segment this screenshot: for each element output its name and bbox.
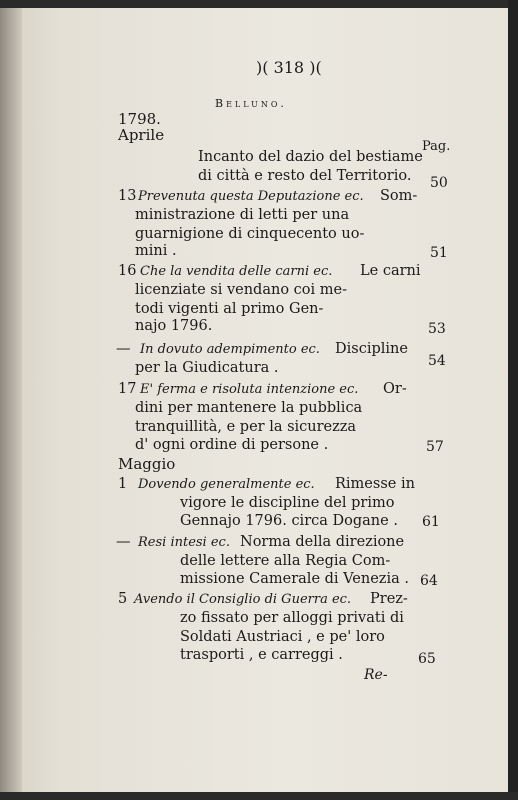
entry-2-line-0: Le carni <box>360 263 421 279</box>
entry-6-line-1: delle lettere alla Regia Com- <box>180 553 391 569</box>
entry-2-line-2: todi vigenti al primo Gen- <box>135 301 324 317</box>
entry-4-line-2: tranquillità, e per la sicurezza <box>135 419 357 435</box>
entry-7-day: 5 <box>118 591 128 607</box>
entry-4-day: 17 <box>118 381 137 397</box>
month-maggio: Maggio <box>118 455 176 473</box>
entry-5-incipit: Dovendo generalmente ec. <box>138 477 315 492</box>
page-number: )( 318 )( <box>256 58 322 77</box>
scan-edge-bottom <box>0 792 518 800</box>
entry-3-page: 54 <box>428 353 446 369</box>
entry-3-incipit: In dovuto adempimento ec. <box>140 342 320 357</box>
entry-4-line-3: d' ogni ordine di persone . <box>135 437 329 453</box>
entry-4-page: 57 <box>426 439 444 455</box>
scan-edge-right <box>508 0 518 800</box>
entry-6-line-2: missione Camerale di Venezia . <box>180 571 409 587</box>
section-heading: Belluno. <box>215 97 287 110</box>
entry-7-line-2: Soldati Austriaci , e pe' loro <box>180 629 385 645</box>
entry-1-line-2: guarnigione di cinquecento uo- <box>135 226 365 242</box>
entry-6-page: 64 <box>420 573 438 589</box>
entry-1-day: 13 <box>118 188 137 204</box>
year-label: 1798. <box>118 110 161 128</box>
entry-2-day: 16 <box>118 263 137 279</box>
entry-5-line-1: vigore le discipline del primo <box>180 495 395 511</box>
entry-7-line-0: Prez- <box>370 591 408 607</box>
entry-7-line-1: zo fissato per alloggi privati di <box>180 610 404 626</box>
entry-6-incipit: Resi intesi ec. <box>138 535 230 550</box>
entry-1-line-0: Som- <box>380 188 418 204</box>
entry-6-day: — <box>116 534 131 550</box>
entry-7-incipit: Avendo il Consiglio di Guerra ec. <box>134 592 352 607</box>
entry-2-line-3: najo 1796. <box>135 318 213 334</box>
entry-5-page: 61 <box>422 514 440 530</box>
entry-3-day: — <box>116 341 131 357</box>
entry-2-line-1: licenziate si vendano coi me- <box>135 282 347 298</box>
entry-7-page: 65 <box>418 651 436 667</box>
entry-0-page: 50 <box>430 175 448 191</box>
entry-1-line-1: ministrazione di letti per una <box>135 207 350 223</box>
pag-column-label: Pag. <box>422 139 451 154</box>
entry-5-day: 1 <box>118 476 128 492</box>
entry-4-line-1: dini per mantenere la pubblica <box>135 400 363 416</box>
entry-5-line-2: Gennajo 1796. circa Dogane . <box>180 513 398 529</box>
page-gutter-shadow <box>0 0 22 800</box>
scan-edge-top <box>0 0 518 8</box>
entry-6-line-0: Norma della direzione <box>240 534 405 550</box>
entry-4-line-0: Or- <box>383 381 407 397</box>
entry-4-incipit: E' ferma e risoluta intenzione ec. <box>140 382 359 397</box>
entry-0-line-1: di città e resto del Territorio. <box>198 168 412 184</box>
entry-3-line-1: per la Giudicatura . <box>135 360 279 376</box>
entry-7-line-3: trasporti , e carreggi . <box>180 647 343 663</box>
entry-3-line-0: Discipline <box>335 341 408 357</box>
entry-2-incipit: Che la vendita delle carni ec. <box>140 264 333 279</box>
entry-5-line-0: Rimesse in <box>335 476 415 492</box>
entry-1-line-3: mini . <box>135 243 177 259</box>
entry-1-page: 51 <box>430 245 448 261</box>
entry-0-line-0: Incanto del dazio del bestiame <box>198 149 423 165</box>
entry-2-page: 53 <box>428 321 446 337</box>
entry-1-incipit: Prevenuta questa Deputazione ec. <box>138 189 364 204</box>
catchword: Re- <box>364 667 388 683</box>
month-aprile: Aprile <box>118 126 165 144</box>
